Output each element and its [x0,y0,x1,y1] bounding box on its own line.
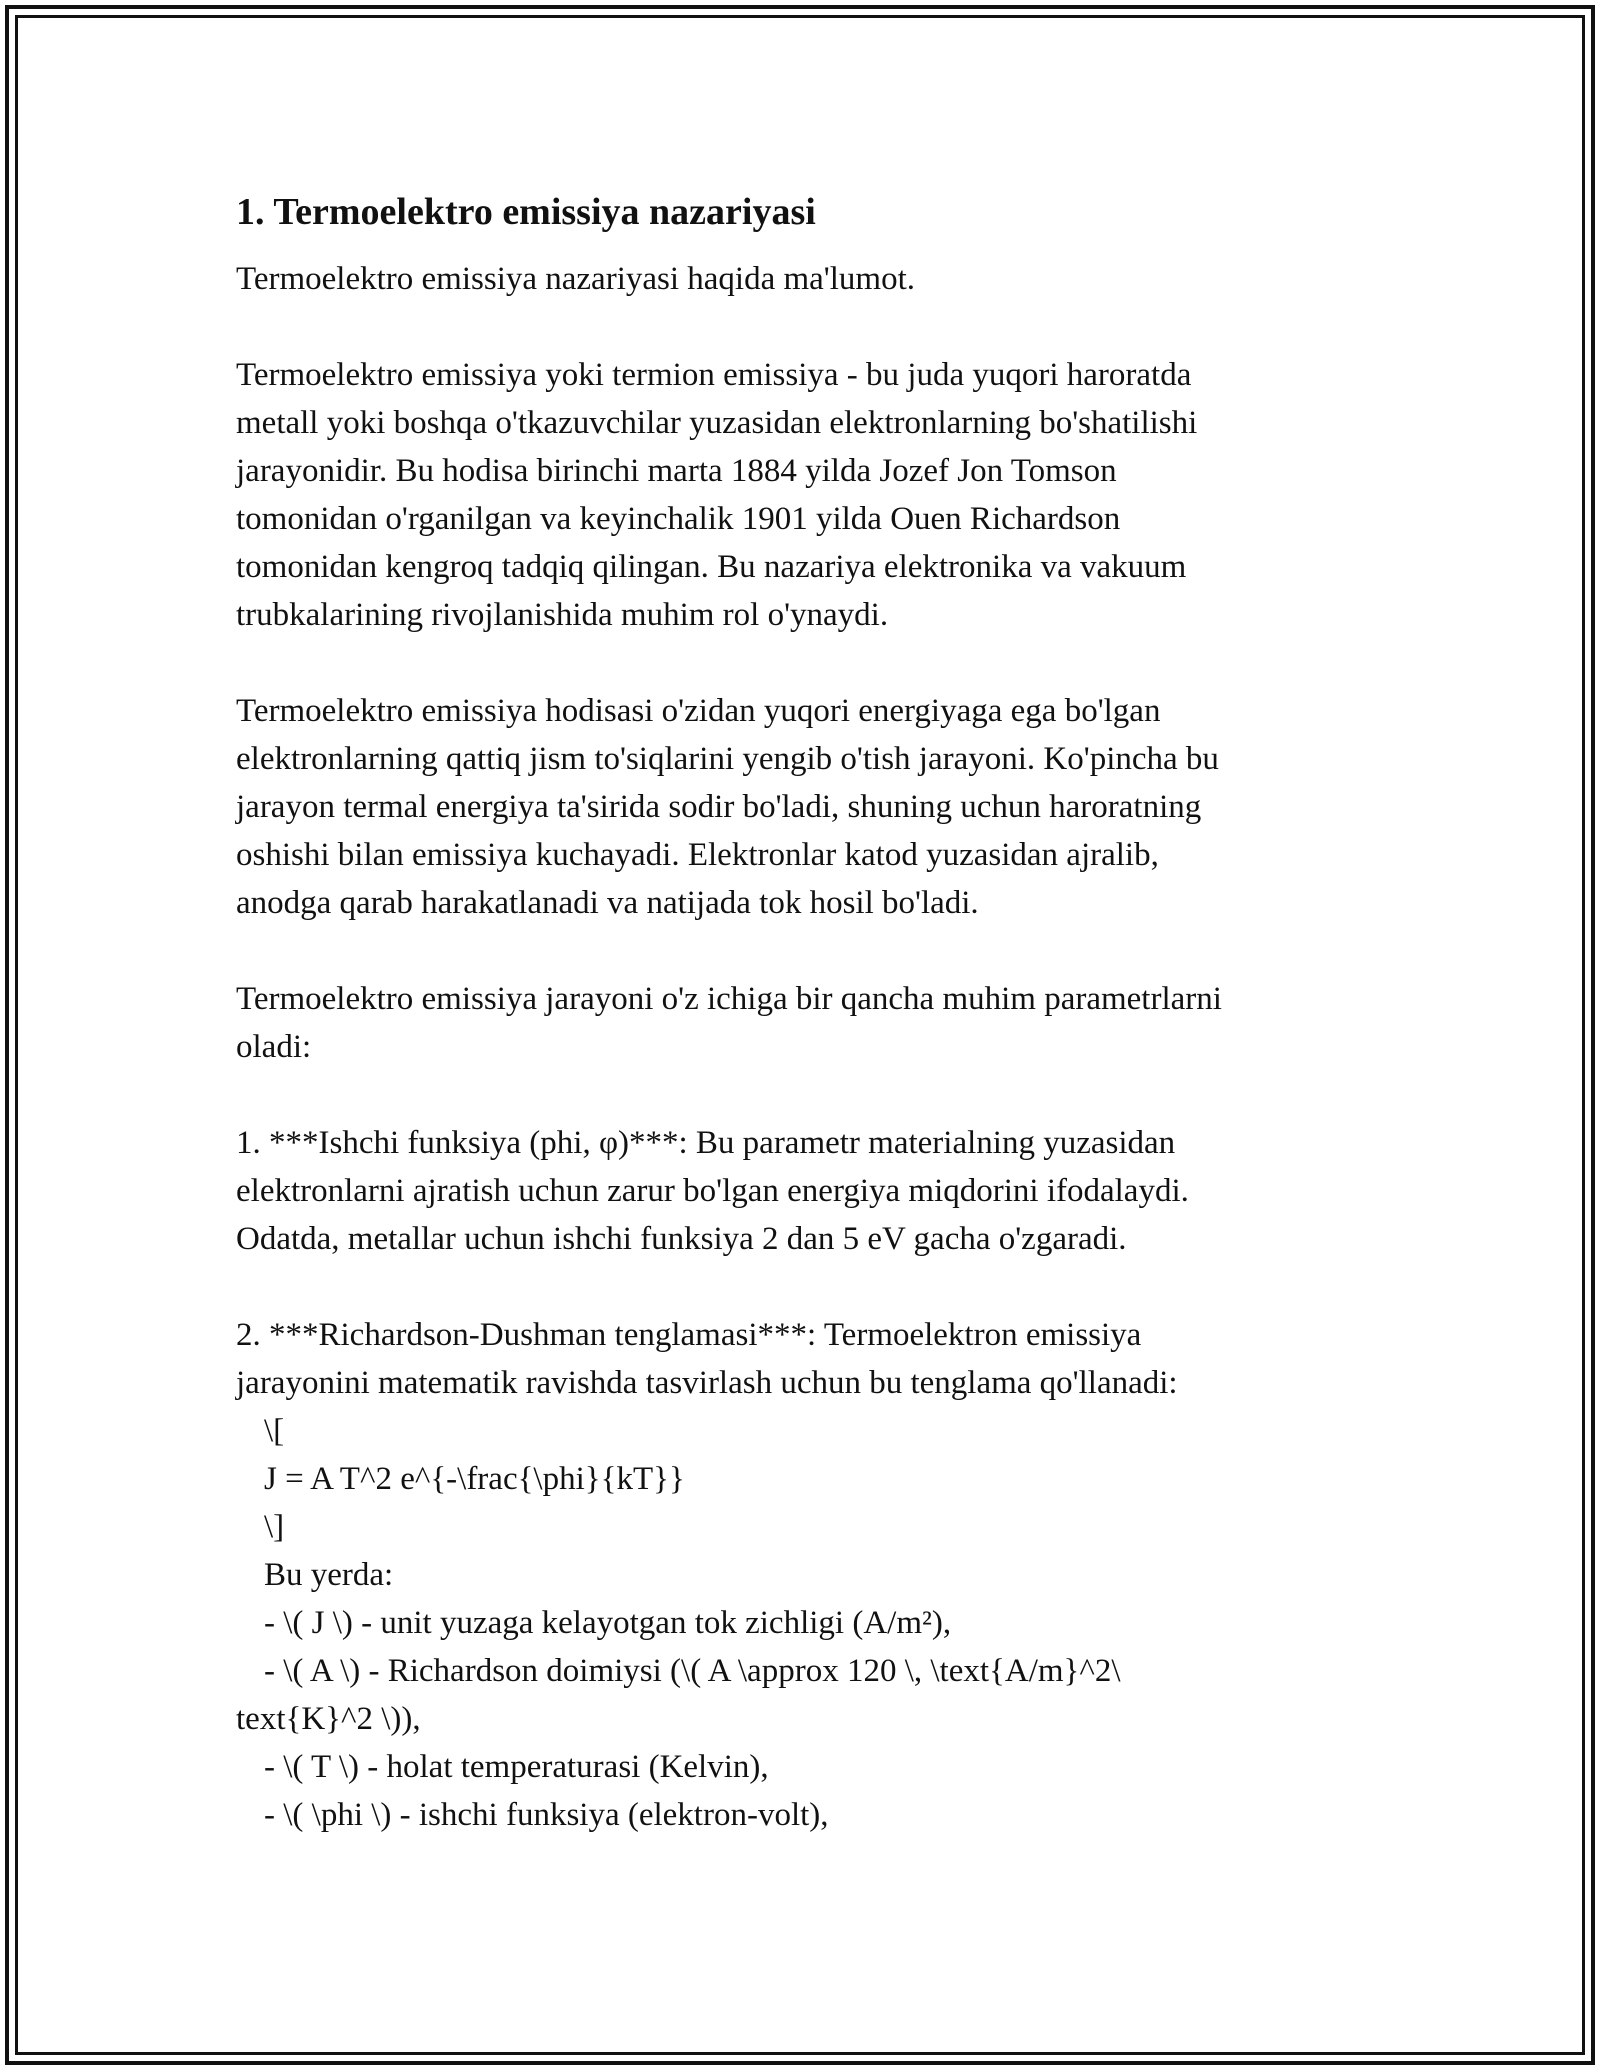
paragraph-parameters-intro [236,975,1366,1071]
text-line: oshishi bilan emissiya kuchayadi. Elektronlar katod yuzasidan ajralib, [236,837,1159,873]
text-line: Termoelektro emissiya hodisasi o'zidan yuqori energiyaga ega bo'lgan [236,693,1161,729]
text-line: 1. ***Ishchi funksiya (phi, φ)***: Bu parametr materialning yuzasidan [236,1125,1176,1161]
text-line: tomonidan o'rganilgan va keyinchalik 1901 yilda Ouen Richardson [236,501,1121,537]
definition-a: - \( A \) - Richardson doimiysi (\( A \approx 120 \, \text{A/m}^2\ [264,1653,1121,1689]
list-item-work-function [236,1119,1366,1263]
paragraph-mechanism [236,687,1366,927]
text-line: tomonidan kengroq tadqiq qilingan. Bu nazariya elektronika va vakuum [236,549,1187,585]
list-item-richardson-dushman [236,1311,1366,1839]
document-body [236,187,1366,1839]
text-line: Odatda, metallar uchun ishchi funksiya 2 dan 5 eV gacha o'zgaradi. [236,1221,1127,1257]
definition-t: - \( T \) - holat temperaturasi (Kelvin), [264,1749,769,1785]
definitions-label: Bu yerda: [264,1557,394,1593]
formula-open: \[ [264,1413,285,1449]
text-line: elektronlarning qattiq jism to'siqlarini yengib o'tish jarayoni. Ko'pincha bu [236,741,1219,777]
section-heading: 1. Termoelektro emissiya nazariyasi [236,191,816,233]
text-line: 2. ***Richardson-Dushman tenglamasi***: Termoelektron emissiya [236,1317,1142,1353]
text-line: elektronlarni ajratish uchun zarur bo'lgan energiya miqdorini ifodalaydi. [236,1173,1189,1209]
text-line: jarayonini matematik ravishda tasvirlash uchun bu tenglama qo'llanadi: [236,1365,1178,1401]
formula-equation: J = A T^2 e^{-\frac{\phi}{kT}} [264,1461,685,1497]
text-line: Termoelektro emissiya yoki termion emissiya - bu juda yuqori haroratda [236,357,1192,393]
intro-paragraph: Termoelektro emissiya nazariyasi haqida ma'lumot. [236,261,915,297]
text-line: metall yoki boshqa o'tkazuvchilar yuzasidan elektronlarning bo'shatilishi [236,405,1198,441]
formula-close: \] [264,1509,285,1545]
definition-phi: - \( \phi \) - ishchi funksiya (elektron-volt), [264,1797,829,1833]
paragraph-definition [236,351,1366,639]
text-line: trubkalarining rivojlanishida muhim rol o'ynaydi. [236,597,889,633]
text-line: oladi: [236,1029,312,1065]
definition-a-continued: text{K}^2 \)), [236,1701,421,1737]
text-line: jarayonidir. Bu hodisa birinchi marta 1884 yilda Jozef Jon Tomson [236,453,1117,489]
definition-j: - \( J \) - unit yuzaga kelayotgan tok zichligi (A/m²), [264,1605,952,1641]
text-line: Termoelektro emissiya jarayoni o'z ichiga bir qancha muhim parametrlarni [236,981,1222,1017]
text-line: jarayon termal energiya ta'sirida sodir bo'ladi, shuning uchun haroratning [236,789,1202,825]
text-line: anodga qarab harakatlanadi va natijada tok hosil bo'ladi. [236,885,979,921]
